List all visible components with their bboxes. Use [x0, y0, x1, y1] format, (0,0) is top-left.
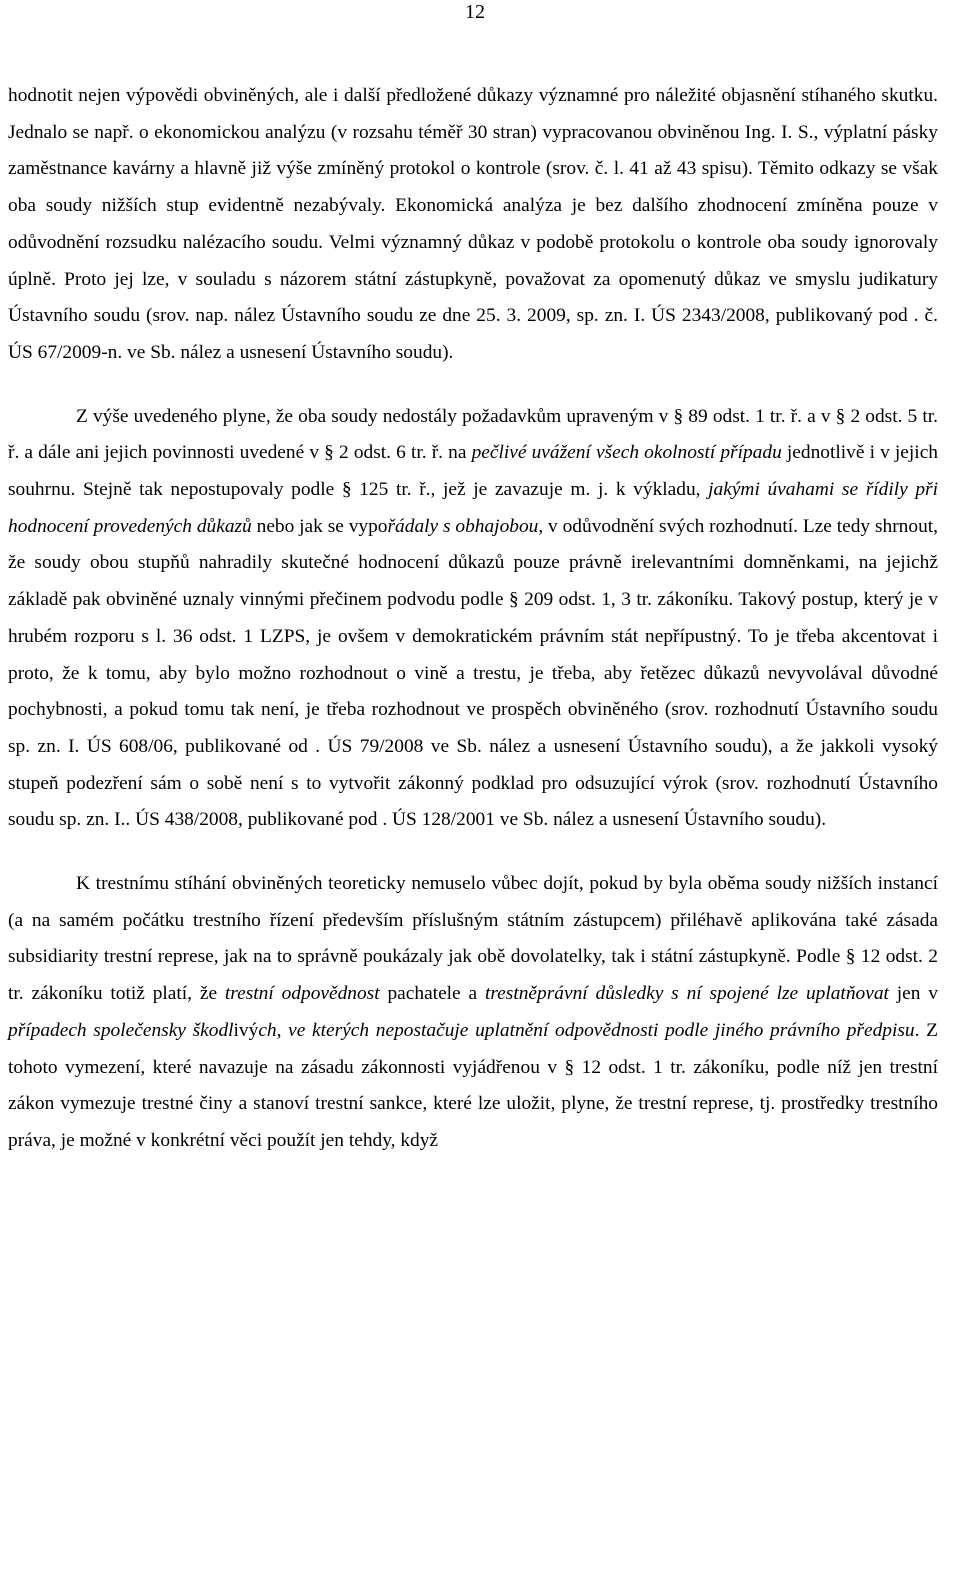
document-body	[8, 78, 938, 1160]
text-run: ivý	[233, 1019, 259, 1041]
page-number: 12	[465, 1, 485, 23]
text-run: Z výše uvedeného plyne, že oba soudy nedostály požadavkům upraveným v § 89 odst. 1 tr. ř. a v § 2 odst. 5 tr. ř. a dále ani jejich povinnosti uvedené v § 2 odst. 6 tr. ř. na	[8, 405, 938, 464]
text-run: nebo jak se vypo	[251, 515, 388, 537]
text-run: jen v	[888, 983, 938, 1005]
italic-text-run: řádaly s obhajobou	[387, 515, 539, 537]
text-run: jednotlivě i v jejich souhrnu. Stejně tak nepostupovaly podle § 125 tr. ř., jež je zavazuje m. j. k výkladu,	[8, 442, 938, 501]
italic-text-run: pečlivé uvážení všech okolností případu	[471, 442, 782, 464]
italic-text-run: jakými úvahami se řídily při hodnocení provedených důkazů	[8, 479, 938, 537]
text-run: . Z tohoto vymezení, které navazuje na zásadu zákonnosti vyjádřenou v § 12 odst. 1 tr. zákoníku, podle níž jen trestní zákon vymezuje trestné činy a stanoví trestní sankce, které lze uložit, plyne, že trestní represe, tj. prostředky trestního práva, je možné v konkrétní věci použít jen tehdy, když	[8, 1019, 938, 1151]
text-run: K trestnímu stíhání obviněných teoreticky nemuselo vůbec dojít, pokud by byla oběma soudy nižších instancí (a na samém počátku trestního řízení především příslušným státním zástupcem) přiléhavě aplikována také zásada subsidiarity trestní represe, jak na to správně poukázaly jak obě dovolatelky, tak i státní zástupkyně. Podle § 12 odst. 2 tr. zákoníku totiž platí, že	[8, 873, 938, 1005]
text-run: pachatele a	[379, 983, 485, 1005]
paragraph	[8, 399, 938, 839]
paragraph	[8, 866, 938, 1160]
italic-text-run: trestní odpovědnost	[224, 983, 380, 1005]
text-run: hodnotit nejen výpovědi obviněných, ale i další předložené důkazy významné pro náležité objasnění stíhaného skutku. Jednalo se např. o ekonomickou analýzu (v rozsahu téměř 30 stran) vypracovanou obviněnou Ing. I. S., výplatní pásky zaměstnance kavárny a hlavně již výše zmíněný protokol o kontrole (srov. č. l. 41 až 43 spisu). Těmito odkazy se však oba soudy nižších stup evidentně nezabývaly. Ekonomická analýza je bez dalšího zhodnocení zmíněna pouze v odůvodnění rozsudku nalézacího soudu. Velmi významný důkaz v podobě protokolu o kontrole oba soudy ignorovaly úplně. Proto jej lze, v souladu s názorem státní zástupkyně, považovat za opomenutý důkaz ve smyslu judikatury Ústavního soudu (srov. nap. nález Ústavního soudu ze dne 25. 3. 2009, sp. zn. I. ÚS 2343/2008, publikovaný pod . č. ÚS 67/2009-n. ve Sb. nález a usnesení Ústavního soudu).	[8, 85, 938, 363]
italic-text-run: případech společensky škodl	[8, 1019, 234, 1041]
text-run: , v odůvodnění svých rozhodnutí. Lze tedy shrnout, že soudy obou stupňů nahradily skutečné hodnocení důkazů pouze právně irelevantními domněnkami, na jejichž základě pak obviněné uznaly vinnými přečinem podvodu podle § 209 odst. 1, 3 tr. zákoníku. Takový postup, který je v hrubém rozporu s l. 36 odst. 1 LZPS, je ovšem v demokratickém právním stát nepřípustný. To je třeba akcentovat i proto, že k tomu, aby bylo možno rozhodnout o vině a trestu, je třeba, aby řetězec důkazů nevyvolával důvodné pochybnosti, a pokud tomu tak není, je třeba rozhodnout ve prospěch obviněného (srov. rozhodnutí Ústavního soudu sp. zn. I. ÚS 608/06, publikované od . ÚS 79/2008 ve Sb. nález a usnesení Ústavního soudu), a že jakkoli vysoký stupeň podezření sám o sobě není s to vytvořit zákonný podklad pro odsuzující výrok (srov. rozhodnutí Ústavního soudu sp. zn. I.. ÚS 438/2008, publikované pod . ÚS 128/2001 ve Sb. nález a usnesení Ústavního soudu).	[8, 515, 939, 831]
paragraph	[8, 78, 938, 372]
italic-text-run: ch, ve kterých nepostačuje uplatnění odpovědnosti podle jiného právního předpisu	[258, 1019, 915, 1041]
italic-text-run: trestněprávní důsledky s ní spojené lze uplatňovat	[484, 983, 889, 1005]
